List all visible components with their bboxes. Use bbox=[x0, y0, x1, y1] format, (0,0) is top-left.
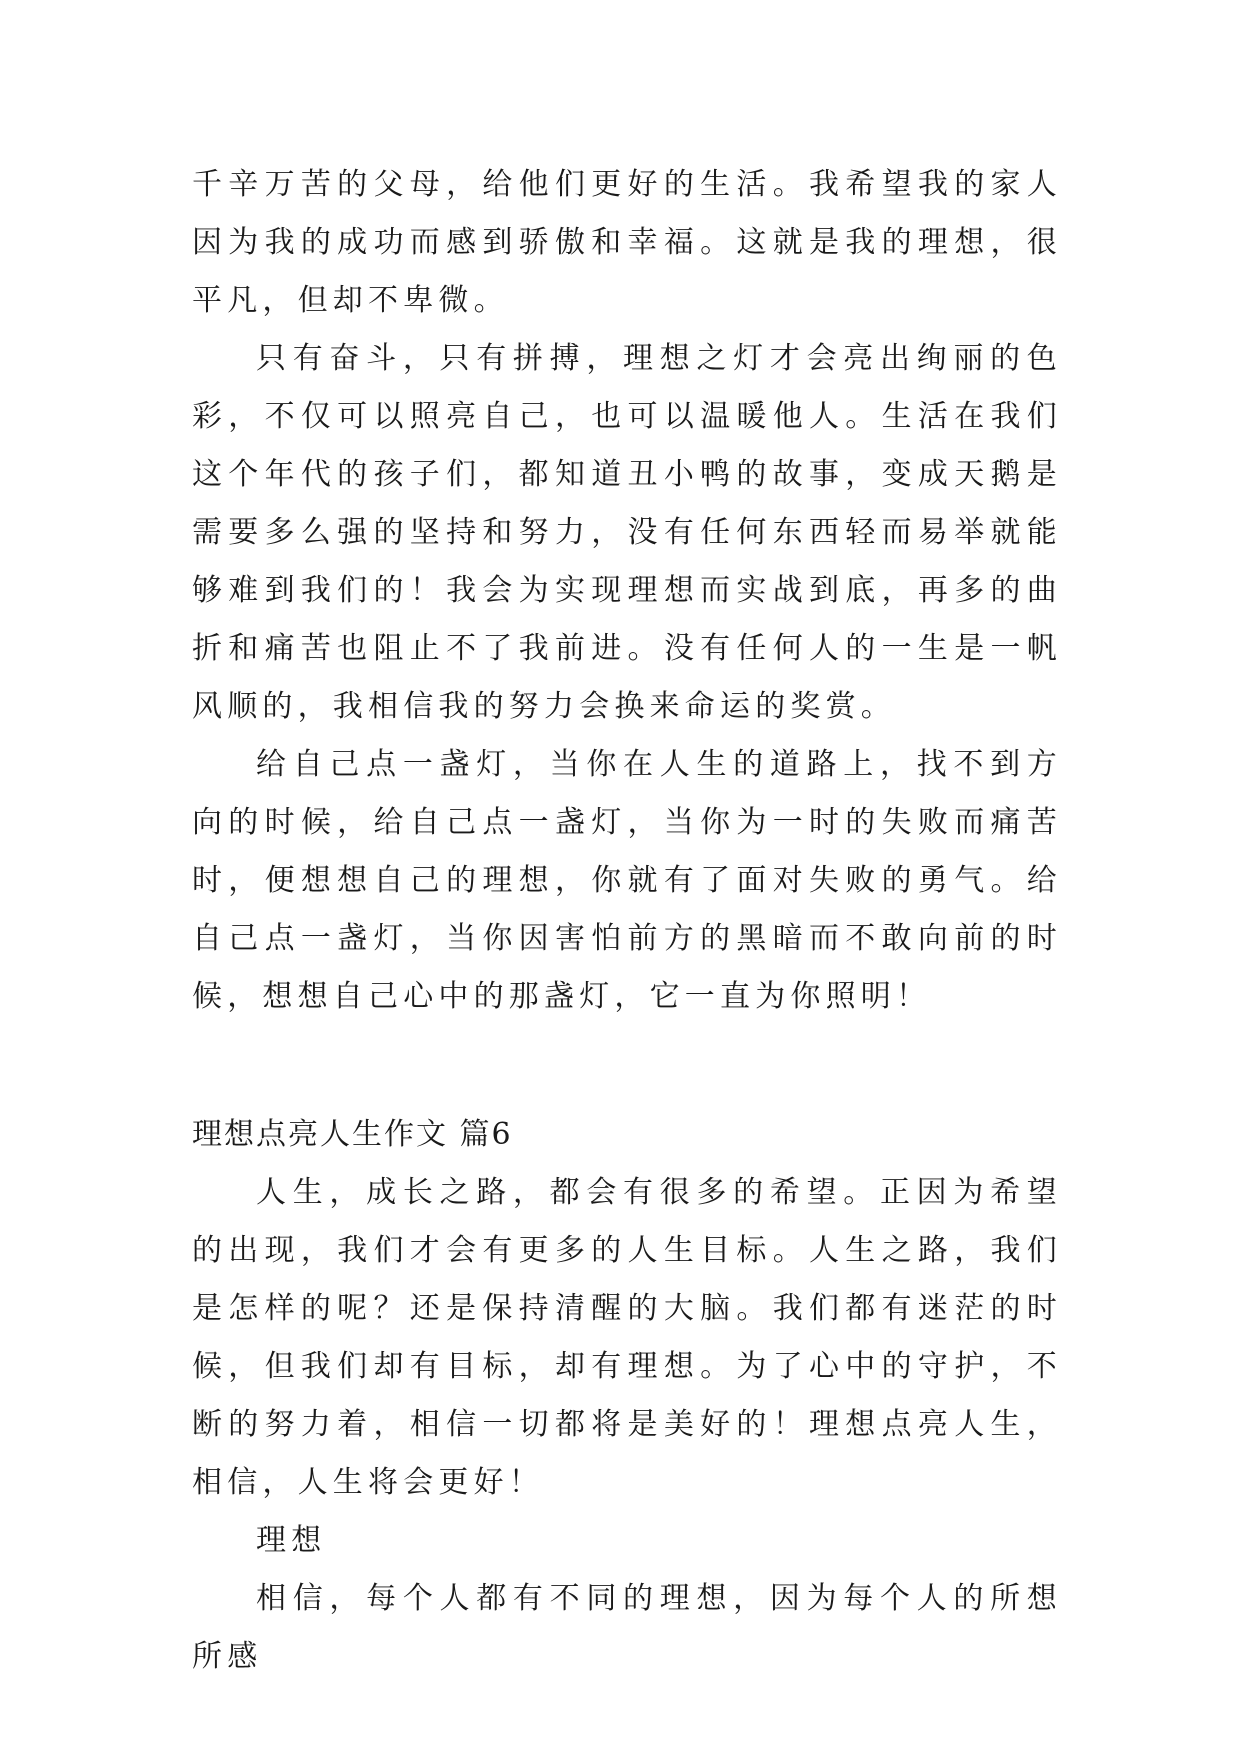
section-heading: 理想点亮人生作文 篇6 bbox=[192, 1117, 513, 1152]
paragraph-6: 相信，每个人都有不同的理想，因为每个人的所想所感 bbox=[192, 1581, 1062, 1674]
paragraph-1: 千辛万苦的父母，给他们更好的生活。我希望我的家人因为我的成功而感到骄傲和幸福。这就是我的理想，很平凡，但却不卑微。 bbox=[192, 167, 1062, 318]
paragraph-3: 给自己点一盏灯，当你在人生的道路上，找不到方向的时候，给自己点一盏灯，当你为一时的失败而痛苦时，便想想自己的理想，你就有了面对失败的勇气。给自己点一盏灯，当你因害怕前方的黑暗而不敢向前的时候，想想自己心中的那盏灯，它一直为你照明！ bbox=[192, 747, 1062, 1014]
paragraph-2: 只有奋斗，只有拼搏，理想之灯才会亮出绚丽的色彩，不仅可以照亮自己，也可以温暖他人。生活在我们这个年代的孩子们，都知道丑小鸭的故事，变成天鹅是需要多么强的坚持和努力，没有任何东西轻而易举就能够难到我们的！我会为实现理想而实战到底，再多的曲折和痛苦也阻止不了我前进。没有任何人的一生是一帆风顺的，我相信我的努力会换来命运的奖赏。 bbox=[192, 341, 1062, 724]
paragraph-4: 人生，成长之路，都会有很多的希望。正因为希望的出现，我们才会有更多的人生目标。人生之路，我们是怎样的呢？还是保持清醒的大脑。我们都有迷茫的时候，但我们却有目标，却有理想。为了心中的守护，不断的努力着，相信一切都将是美好的！理想点亮人生，相信，人生将会更好！ bbox=[192, 1175, 1062, 1500]
document-body bbox=[192, 156, 1062, 1686]
paragraph-5: 理想 bbox=[256, 1523, 327, 1558]
